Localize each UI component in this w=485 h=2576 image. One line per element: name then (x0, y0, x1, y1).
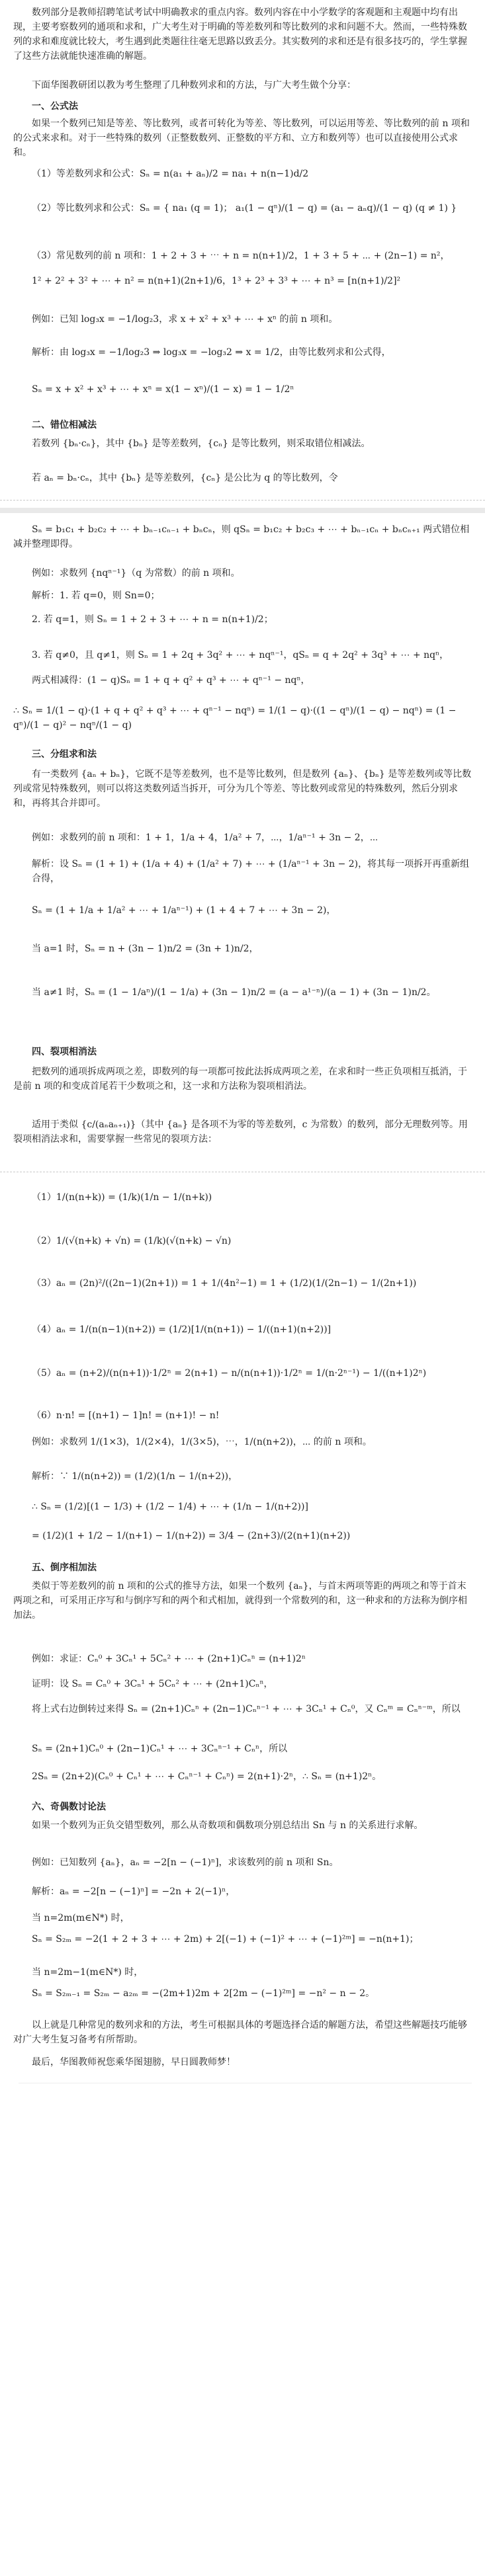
paragraph: 有一类数列 {aₙ + bₙ}，它既不是等差数列，也不是等比数列，但是数列 {aₙ}、{bₙ} 是等差数列或等比数列或常见特殊数列，则可以将这类数列适当拆开，可分为几个等差、等比数列或常见的特殊数列，然后分别求和，再将其合并即可。 (13, 769, 472, 809)
paragraph: 如果一个数列为正负交错型数列，那么从奇数项和偶数项分别总结出 Sn 与 n 的关系进行求解。 (32, 1820, 423, 1831)
solution: = (1/2)(1 + 1/2 − 1/(n+1) − 1/(n+2)) = 3/4 − (2n+3)/(2(n+1)(n+2)) (32, 1531, 351, 1541)
paragraph: 类似于等差数列的前 n 项和的公式的推导方法，如果一个数列 {aₙ}，与首末两项等距的两项之和等于首末两项之和，可采用正序写和与倒序写和的两个和式相加，就得到一个常数列的和，这一种求和的方法称为倒序相加法。 (13, 1581, 467, 1621)
solution: Sₙ = (2n+1)Cₙ⁰ + (2n−1)Cₙ¹ + ⋯ + 3Cₙⁿ⁻¹ + Cₙⁿ，所以 (32, 1744, 288, 1754)
paragraph: 把数列的通项拆成两项之差，即数列的每一项都可按此法拆成两项之差，在求和时一些正负项相互抵消，于是前 n 项的和变成首尾若干少数项之和，这一求和方法称为裂项相消法。 (13, 1067, 467, 1092)
paragraph: 如果一个数列已知是等差、等比数列，或者可转化为等差、等比数列，可以运用等差、等比数列的前 n 项和的公式来求和。对于一些特殊的数列（正整数数列、正整数的平方和、立方和数列等）也可以直接使用公式求和。 (13, 118, 470, 158)
solution: ∴ Sₙ = 1/(1 − q)·(1 + q + q² + q³ + ⋯ + qⁿ⁻¹ − nqⁿ) = 1/(1 − q)·((1 − qⁿ)/(1 − q) − nqⁿ) = (1 − qⁿ)/(1 − q)² − nqⁿ/(1 − q) (13, 705, 457, 731)
formula: （6）n·n! = [(n+1) − 1]n! = (n+1)! − n! (32, 1410, 220, 1421)
paragraph: 适用于类似 {c/(aₙaₙ₊₁)}（其中 {aₙ} 是各项不为零的等差数列，c 为常数）的数列，部分无理数列等。用裂项相消法求和，需要掌握一些常见的裂项方法： (13, 1119, 468, 1145)
formula: （1）1/(n(n+k)) = (1/k)(1/n − 1/(n+k)) (32, 1192, 212, 1203)
example: 例如：求数列 1/(1×3)，1/(2×4)，1/(3×5)，⋯，1/(n(n+2))，⋯ 的前 n 项和。 (32, 1437, 372, 1447)
solution: 解析：aₙ = −2[n − (−1)ⁿ] = −2n + 2(−1)ⁿ， (32, 1886, 236, 1897)
solution: 3. 若 q≠0，且 q≠1，则 Sₙ = 1 + 2q + 3q² + ⋯ + nqⁿ⁻¹，qSₙ = q + 2q² + 3q³ + ⋯ + nqⁿ， (32, 650, 449, 661)
solution: Sₙ = x + x² + x³ + ⋯ + xⁿ = x(1 − xⁿ)/(1 − x) = 1 − 1/2ⁿ (32, 384, 294, 395)
example: 例如：求证：Cₙ⁰ + 3Cₙ¹ + 5Cₙ² + ⋯ + (2n+1)Cₙⁿ = (n+1)2ⁿ (32, 1654, 306, 1664)
section-heading: 四、裂项相消法 (32, 1047, 97, 1057)
example: 例如：已知 log₃x = −1/log₂3，求 x + x² + x³ + ⋯ + xⁿ 的前 n 项和。 (32, 314, 338, 325)
solution: 两式相减得：(1 − q)Sₙ = 1 + q + q² + q³ + ⋯ + qⁿ⁻¹ − nqⁿ， (32, 675, 310, 686)
formula: （3）常见数列的前 n 项和：1 + 2 + 3 + ⋯ + n = n(n+1)/2，1 + 3 + 5 + ⋯ + (2n−1) = n²， (32, 251, 450, 261)
solution: 2. 若 q=1，则 Sₙ = 1 + 2 + 3 + ⋯ + n = n(n+1)/2； (32, 614, 273, 625)
section-heading: 五、倒序相加法 (32, 1562, 97, 1573)
formula: （2）1/(√(n+k) + √n) = (1/k)(√(n+k) − √n) (32, 1236, 232, 1246)
section-heading: 三、分组求和法 (32, 749, 97, 760)
formula: （2）等比数列求和公式：Sₙ = { na₁ (q = 1)； a₁(1 − qⁿ)/(1 − q) = (a₁ − aₙq)/(1 − q) (q ≠ 1) } (32, 203, 457, 214)
solution: Sₙ = S₂ₘ₋₁ = S₂ₘ − a₂ₘ = −(2m+1)2m + 2[2m − (−1)²ᵐ] = −n² − n − 2。 (32, 1988, 375, 1999)
intro-paragraph: 数列部分是教师招聘笔试考试中明确教求的重点内容。数列内容在中小学数学的客观题和主观题中均有出现，主要考察数列的通项和求和，广大考生对于明确的等差数列和等比数列的求和问题不大。然而，一些特殊数列的求和难度就比较大，考生遇到此类题往往毫无思路以致丢分。其实数列的求和还是有很多技巧的，学生掌握了这些方法就能快速准确的解题。 (13, 7, 467, 61)
closing-line: 最后，华图教师祝您乘华图翅膀，早日圆教师梦！ (32, 2057, 236, 2068)
solution: 解析：1. 若 q=0，则 Sn=0； (32, 590, 160, 601)
solution: 当 n=2m−1(m∈N*) 时， (32, 1967, 144, 1978)
solution: 当 a≠1 时，Sₙ = (1 − 1/aⁿ)/(1 − 1/a) + (3n − 1)n/2 = (a − a¹⁻ⁿ)/(a − 1) + (3n − 1)n/2。 (32, 987, 436, 998)
solution: 当 a=1 时，Sₙ = n + (3n − 1)n/2 = (3n + 1)n/2， (32, 944, 259, 954)
section-heading: 六、奇偶数讨论法 (32, 1802, 106, 1812)
formula: 1² + 2² + 3² + ⋯ + n² = n(n+1)(2n+1)/6，1³ + 2³ + 3³ + ⋯ + n³ = [n(n+1)/2]² (32, 276, 401, 286)
solution: 2Sₙ = (2n+2)(Cₙ⁰ + Cₙ¹ + ⋯ + Cₙⁿ⁻¹ + Cₙⁿ) = 2(n+1)·2ⁿ，∴ Sₙ = (n+1)2ⁿ。 (32, 1771, 382, 1782)
formula: （4）aₙ = 1/(n(n−1)(n+2)) = (1/2)[1/(n(n+1)) − 1/((n+1)(n+2))] (32, 1324, 331, 1335)
section-heading: 二、错位相减法 (32, 420, 97, 430)
solution: 解析：由 log₃x = −1/log₂3 ⇒ log₃x = −log₃2 ⇒ x = 1/2，由等比数列求和公式得， (32, 347, 391, 358)
paragraph: 若 aₙ = bₙ·cₙ，其中 {bₙ} 是等差数列，{cₙ} 是公比为 q 的等比数列，令 (32, 473, 338, 483)
solution: Sₙ = S₂ₘ = −2(1 + 2 + 3 + ⋯ + 2m) + 2[(−1) + (−1)² + ⋯ + (−1)²ᵐ] = −n(n+1)； (32, 1934, 419, 1945)
intro-paragraph: 下面华图教研团以教为考生整理了几种数列求和的方法，与广大考生做个分享： (32, 80, 356, 91)
paragraph: Sₙ = b₁c₁ + b₂c₂ + ⋯ + bₙ₋₁cₙ₋₁ + bₙcₙ，则 qSₙ = b₁c₂ + b₂c₃ + ⋯ + bₙ₋₁cₙ + bₙcₙ₊₁ 两式错位相减并整理即得。 (13, 524, 470, 549)
solution: 解析：∵ 1/(n(n+2)) = (1/2)(1/n − 1/(n+2))， (32, 1471, 238, 1482)
solution: 当 n=2m(m∈N*) 时， (32, 1913, 130, 1923)
paragraph: 若数列 {bₙ·cₙ}，其中 {bₙ} 是等差数列，{cₙ} 是等比数列，则采取错位相减法。 (32, 438, 371, 449)
solution: Sₙ = (1 + 1/a + 1/a² + ⋯ + 1/aⁿ⁻¹) + (1 + 4 + 7 + ⋯ + 3n − 2)， (32, 905, 336, 916)
formula: （1）等差数列求和公式：Sₙ = n(a₁ + aₙ)/2 = na₁ + n(n−1)d/2 (32, 169, 309, 179)
divider (0, 500, 485, 501)
example: 例如：求数列的前 n 项和：1 + 1，1/a + 4，1/a² + 7，⋯，1/aⁿ⁻¹ + 3n − 2，⋯ (32, 832, 378, 843)
formula: （3）aₙ = (2n)²/((2n−1)(2n+1)) = 1 + 1/(4n²−1) = 1 + (1/2)(1/(2n−1) − 1/(2n+1)) (32, 1278, 417, 1289)
page-break (0, 508, 485, 513)
solution: ∴ Sₙ = (1/2)[(1 − 1/3) + (1/2 − 1/4) + ⋯ + (1/n − 1/(n+2))] (32, 1502, 308, 1512)
solution: 将上式右边倒转过来得 Sₙ = (2n+1)Cₙⁿ + (2n−1)Cₙⁿ⁻¹ + ⋯ + 3Cₙ¹ + Cₙ⁰，又 Cₙᵐ = Cₙⁿ⁻ᵐ，所以 (32, 1704, 461, 1714)
example: 例如：已知数列 {aₙ}，aₙ = −2[n − (−1)ⁿ]，求该数列的前 n 项和 Sn。 (32, 1857, 339, 1868)
formula: （5）aₙ = (n+2)/(n(n+1))·1/2ⁿ = 2(n+1) − n/(n(n+1))·1/2ⁿ = 1/(n·2ⁿ⁻¹) − 1/((n+1)2ⁿ) (32, 1368, 427, 1379)
closing-paragraph: 以上就是几种常见的数列求和的方法，考生可根据具体的考题选择合适的解题方法，希望这些解题技巧能够对广大考生复习备考有所帮助。 (13, 2020, 467, 2045)
section-heading: 一、公式法 (32, 101, 78, 112)
example: 例如：求数列 {nqⁿ⁻¹}（q 为常数）的前 n 项和。 (32, 568, 240, 579)
divider (0, 1172, 485, 1173)
solution: 证明：设 Sₙ = Cₙ⁰ + 3Cₙ¹ + 5Cₙ² + ⋯ + (2n+1)Cₙⁿ， (32, 1679, 273, 1689)
solution: 解析：设 Sₙ = (1 + 1) + (1/a + 4) + (1/a² + 7) + ⋯ + (1/aⁿ⁻¹ + 3n − 2)，将其每一项拆开再重新组合得， (32, 859, 470, 884)
footer-rule (19, 2083, 472, 2084)
